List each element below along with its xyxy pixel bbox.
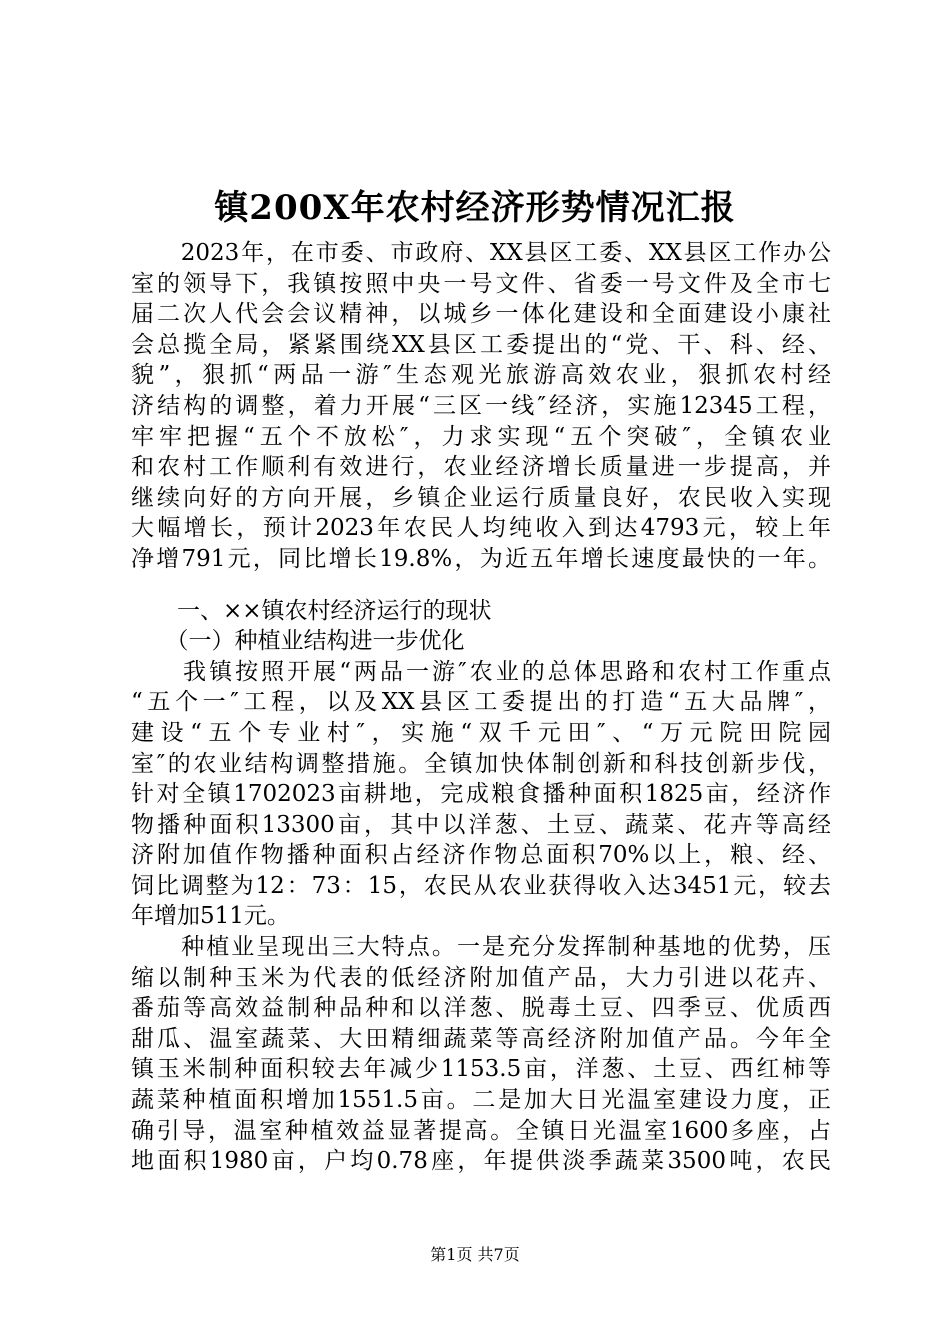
document-body — [131, 238, 831, 1177]
text-line: 我镇按照开展“两品一游″农业的总体思路和农村工作重点 — [131, 658, 831, 685]
text-line: 牢牢把握“五个不放松″，力求实现“五个突破″，全镇农业 — [131, 423, 831, 450]
text-line: 种植业呈现出三大特点。一是充分发挥制种基地的优势，压 — [131, 934, 831, 961]
subsection-heading: （一）种植业结构进一步优化 — [131, 628, 465, 655]
document-title: 镇200X年农村经济形势情况汇报 — [214, 188, 736, 228]
text-line: 继续向好的方向开展，乡镇企业运行质量良好，农民收入实现 — [131, 484, 831, 511]
text-line: 2023年，在市委、市政府、XX县区工委、XX县区工作办公 — [131, 240, 831, 266]
text-line: 番茄等高效益制种品种和以洋葱、脱毒土豆、四季豆、优质西 — [131, 995, 831, 1022]
section-heading: 一、××镇农村经济运行的现状 — [131, 597, 492, 624]
text-line: 蔬菜种植面积增加1551.5亩。二是加大日光温室建设力度，正 — [131, 1087, 831, 1114]
text-line: 物播种面积13300亩，其中以洋葱、土豆、蔬菜、花卉等高经 — [131, 811, 831, 838]
text-line: 确引导，温室种植效益显著提高。全镇日光温室1600多座，占 — [131, 1117, 831, 1144]
text-line: 会总揽全局，紧紧围绕XX县区工委提出的“党、干、科、经、 — [131, 331, 831, 358]
text-line: “五个一″工程，以及XX县区工委提出的打造“五大品牌″， — [131, 689, 831, 716]
text-line: 缩以制种玉米为代表的低经济附加值产品，大力引进以花卉、 — [131, 964, 831, 991]
planting-paragraph — [131, 657, 831, 932]
page-footer: 第1页 共7页 — [430, 1245, 520, 1264]
features-paragraph — [131, 932, 831, 1177]
text-line: 针对全镇1702023亩耕地，完成粮食播种面积1825亩，经济作 — [131, 781, 831, 808]
text-line: 饲比调整为12：73：15，农民从农业获得收入达3451元，较去 — [131, 872, 831, 899]
text-line: 济结构的调整，着力开展“三区一线″经济，实施12345工程， — [131, 392, 831, 419]
text-line: 大幅增长，预计2023年农民人均纯收入到达4793元，较上年 — [131, 515, 831, 542]
text-line: 年增加511元。 — [131, 903, 290, 930]
text-line: 建设“五个专业村″，实施“双千元田″、“万元院田院园 — [131, 719, 831, 746]
text-line: 届二次人代会会议精神，以城乡一体化建设和全面建设小康社 — [131, 301, 831, 328]
section-spacer — [131, 575, 831, 596]
text-line: 和农村工作顺利有效进行，农业经济增长质量进一步提高，并 — [131, 454, 831, 481]
text-line: 甜瓜、温室蔬菜、大田精细蔬菜等高经济附加值产品。今年全 — [131, 1025, 831, 1052]
text-line: 地面积1980亩，户均0.78座，年提供淡季蔬菜3500吨，农民 — [131, 1148, 831, 1175]
text-line: 室″的农业结构调整措施。全镇加快体制创新和科技创新步伐， — [131, 750, 831, 777]
text-line: 净增791元，同比增长19.8%，为近五年增长速度最快的一年。 — [131, 545, 831, 572]
text-line: 济附加值作物播种面积占经济作物总面积70%以上，粮、经、 — [131, 842, 831, 869]
intro-paragraph — [131, 238, 831, 575]
text-line: 室的领导下，我镇按照中央一号文件、省委一号文件及全市七 — [131, 270, 831, 297]
text-line: 貌”，狠抓“两品一游″生态观光旅游高效农业，狠抓农村经 — [131, 362, 831, 389]
text-line: 镇玉米制种面积较去年减少1153.5亩，洋葱、土豆、西红柿等 — [131, 1056, 831, 1083]
